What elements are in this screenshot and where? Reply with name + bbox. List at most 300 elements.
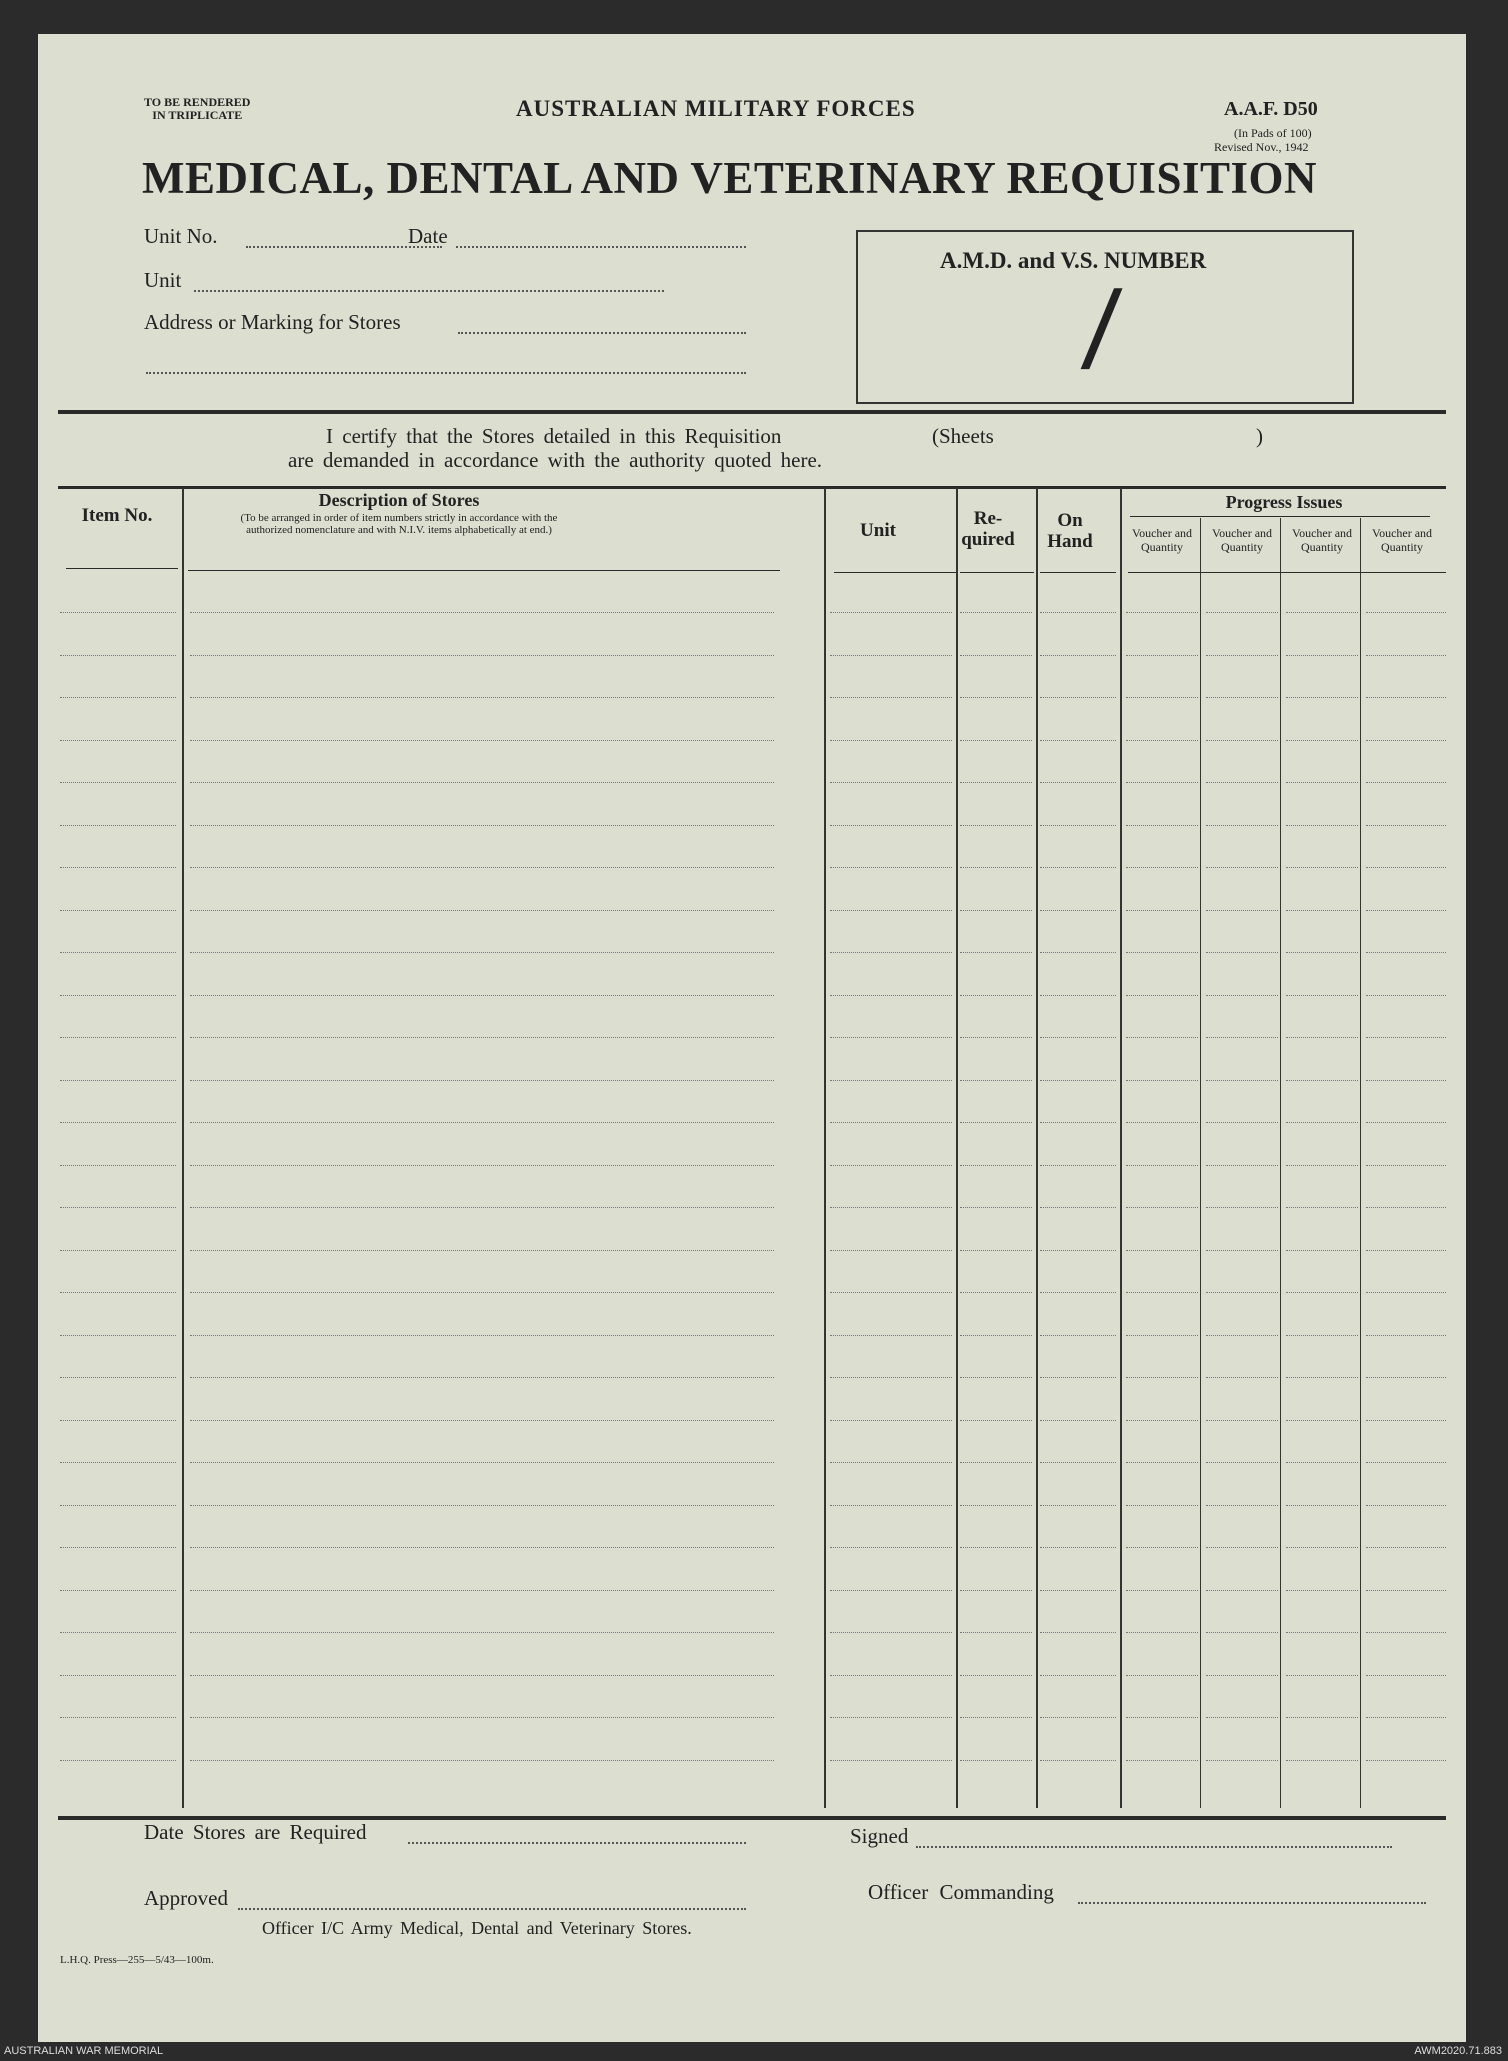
table-row-line[interactable] [1040, 655, 1116, 656]
description-note-line2: authorized nomenclature and with N.I.V. items alphabetically at end.) [246, 524, 552, 536]
header-voucher-4: Voucher and Quantity [1371, 526, 1433, 554]
table-row-line[interactable] [1366, 1760, 1446, 1761]
table-row-line[interactable] [190, 612, 774, 613]
table-row-line[interactable] [1286, 1420, 1358, 1421]
table-row-line[interactable] [1126, 1377, 1198, 1378]
table-row-line[interactable] [60, 1080, 176, 1081]
table-row-line[interactable] [60, 1760, 176, 1761]
table-row-line[interactable] [1206, 1377, 1278, 1378]
table-row-line[interactable] [1040, 1717, 1116, 1718]
table-row-line[interactable] [1206, 1590, 1278, 1591]
table-row-line[interactable] [1206, 825, 1278, 826]
onhand-header-underline [1040, 572, 1116, 573]
table-row-line[interactable] [1206, 867, 1278, 868]
table-row-line[interactable] [960, 952, 1032, 953]
officer-commanding-label: Officer Commanding [868, 1880, 1054, 1904]
table-row-line[interactable] [830, 1632, 952, 1633]
form-code: A.A.F. D50 [1224, 98, 1318, 120]
table-row-line[interactable] [1366, 995, 1446, 996]
table-row-line[interactable] [190, 1165, 774, 1166]
table-row-line[interactable] [1206, 1675, 1278, 1676]
table-row-line[interactable] [1206, 1760, 1278, 1761]
table-row-line[interactable] [190, 1760, 774, 1761]
table-row-line[interactable] [1366, 1717, 1446, 1718]
table-row-line[interactable] [960, 1207, 1032, 1208]
table-row-line[interactable] [1366, 782, 1446, 783]
table-row-line[interactable] [1366, 1590, 1446, 1591]
table-row-line[interactable] [60, 1250, 176, 1251]
table-row-line[interactable] [1366, 1037, 1446, 1038]
table-row-line[interactable] [1040, 1675, 1116, 1676]
table-row-line[interactable] [1286, 995, 1358, 996]
table-row-line[interactable] [190, 1037, 774, 1038]
table-row-line[interactable] [1366, 910, 1446, 911]
address-field-line2[interactable] [146, 372, 746, 374]
description-note-line1: (To be arranged in order of item numbers strictly in accordance with the [240, 512, 558, 524]
table-row-line[interactable] [830, 740, 952, 741]
table-row-line[interactable] [60, 1165, 176, 1166]
table-row-line[interactable] [1206, 1250, 1278, 1251]
table-row-line[interactable] [60, 1590, 176, 1591]
table-row-line[interactable] [1366, 1122, 1446, 1123]
table-row-line[interactable] [1286, 1462, 1358, 1463]
table-row-line[interactable] [1286, 952, 1358, 953]
table-row-line[interactable] [830, 1122, 952, 1123]
required-header-underline [960, 572, 1034, 573]
table-row-line[interactable] [190, 697, 774, 698]
date-required-field[interactable] [408, 1842, 746, 1844]
table-row-line[interactable] [1286, 867, 1358, 868]
table-row-line[interactable] [1040, 1207, 1116, 1208]
table-row-line[interactable] [60, 1377, 176, 1378]
table-row-line[interactable] [1366, 655, 1446, 656]
table-row-line[interactable] [1040, 1547, 1116, 1548]
table-row-line[interactable] [1126, 782, 1198, 783]
table-row-line[interactable] [1126, 1505, 1198, 1506]
table-row-line[interactable] [960, 1080, 1032, 1081]
table-row-line[interactable] [190, 782, 774, 783]
table-row-line[interactable] [60, 867, 176, 868]
table-row-line[interactable] [1040, 1037, 1116, 1038]
table-row-line[interactable] [60, 1505, 176, 1506]
table-row-line[interactable] [1126, 1080, 1198, 1081]
address-label: Address or Marking for Stores [144, 310, 401, 334]
table-row-line[interactable] [830, 1165, 952, 1166]
table-row-line[interactable] [960, 1760, 1032, 1761]
table-row-line[interactable] [1126, 825, 1198, 826]
table-row-line[interactable] [1206, 995, 1278, 996]
table-row-line[interactable] [1366, 825, 1446, 826]
table-row-line[interactable] [1040, 825, 1116, 826]
table-row-line[interactable] [190, 995, 774, 996]
table-row-line[interactable] [830, 910, 952, 911]
table-row-line[interactable] [1286, 1335, 1358, 1336]
table-row-line[interactable] [1126, 1165, 1198, 1166]
table-row-line[interactable] [1366, 1505, 1446, 1506]
table-row-line[interactable] [1366, 952, 1446, 953]
table-row-line[interactable] [1206, 1717, 1278, 1718]
table-row-line[interactable] [1126, 1717, 1198, 1718]
table-row-line[interactable] [1206, 1462, 1278, 1463]
table-row-line[interactable] [960, 1590, 1032, 1591]
table-row-line[interactable] [60, 1037, 176, 1038]
header-voucher-3: Voucher and Quantity [1291, 526, 1353, 554]
table-row-line[interactable] [830, 867, 952, 868]
table-row-line[interactable] [190, 1377, 774, 1378]
table-row-line[interactable] [830, 782, 952, 783]
table-row-line[interactable] [1040, 1335, 1116, 1336]
table-row-line[interactable] [1366, 740, 1446, 741]
table-row-line[interactable] [60, 1675, 176, 1676]
table-row-line[interactable] [1126, 655, 1198, 656]
table-row-line[interactable] [1206, 1292, 1278, 1293]
unit-field[interactable] [194, 290, 664, 292]
table-row-line[interactable] [960, 1632, 1032, 1633]
table-row-line[interactable] [830, 1207, 952, 1208]
table-row-line[interactable] [190, 1462, 774, 1463]
table-row-line[interactable] [190, 1335, 774, 1336]
table-row-line[interactable] [1126, 1760, 1198, 1761]
table-row-line[interactable] [190, 1292, 774, 1293]
table-row-line[interactable] [60, 697, 176, 698]
table-row-line[interactable] [1040, 1462, 1116, 1463]
table-row-line[interactable] [1286, 1675, 1358, 1676]
table-row-line[interactable] [1286, 1165, 1358, 1166]
table-row-line[interactable] [1286, 1632, 1358, 1633]
table-row-line[interactable] [1126, 1420, 1198, 1421]
table-row-line[interactable] [960, 867, 1032, 868]
certify-line2: are demanded in accordance with the authority quoted here. [288, 448, 823, 472]
table-row-line[interactable] [60, 1547, 176, 1548]
table-row-line[interactable] [1286, 1590, 1358, 1591]
table-row-line[interactable] [1126, 952, 1198, 953]
table-row-line[interactable] [190, 655, 774, 656]
table-row-line[interactable] [960, 825, 1032, 826]
table-row-line[interactable] [1040, 740, 1116, 741]
progress-subrule [1130, 516, 1430, 517]
date-required-label: Date Stores are Required [144, 1820, 367, 1844]
table-row-line[interactable] [1126, 1590, 1198, 1591]
approved-label: Approved [144, 1886, 228, 1910]
table-row-line[interactable] [960, 1675, 1032, 1676]
table-row-line[interactable] [830, 1292, 952, 1293]
table-row-line[interactable] [60, 782, 176, 783]
table-row-line[interactable] [190, 1420, 774, 1421]
table-row-line[interactable] [60, 995, 176, 996]
approved-field[interactable] [238, 1908, 746, 1910]
header-progress-issues: Progress Issues [1225, 492, 1343, 512]
table-row-line[interactable] [60, 1207, 176, 1208]
table-row-line[interactable] [1366, 1420, 1446, 1421]
header-voucher-1: Voucher and Quantity [1131, 526, 1193, 554]
table-row-line[interactable] [1366, 1165, 1446, 1166]
table-row-line[interactable] [960, 910, 1032, 911]
address-field[interactable] [458, 332, 746, 334]
table-row-line[interactable] [1040, 1632, 1116, 1633]
table-row-line[interactable] [1366, 1462, 1446, 1463]
table-row-line[interactable] [1366, 1080, 1446, 1081]
table-row-line[interactable] [1126, 1547, 1198, 1548]
table-row-line[interactable] [1040, 995, 1116, 996]
header-unit: Unit [860, 520, 896, 541]
table-row-line[interactable] [1126, 1462, 1198, 1463]
table-row-line[interactable] [1040, 1292, 1116, 1293]
table-row-line[interactable] [1366, 1632, 1446, 1633]
table-row-line[interactable] [1126, 1037, 1198, 1038]
table-row-line[interactable] [830, 1462, 952, 1463]
table-row-line[interactable] [60, 952, 176, 953]
table-row-line[interactable] [960, 1462, 1032, 1463]
table-row-line[interactable] [60, 612, 176, 613]
table-row-line[interactable] [190, 1080, 774, 1081]
table-row-line[interactable] [1126, 1122, 1198, 1123]
table-row-line[interactable] [1206, 1505, 1278, 1506]
table-row-line[interactable] [960, 1505, 1032, 1506]
table-row-line[interactable] [830, 1037, 952, 1038]
table-row-line[interactable] [1286, 612, 1358, 613]
table-row-line[interactable] [960, 995, 1032, 996]
table-row-line[interactable] [1366, 867, 1446, 868]
table-row-line[interactable] [830, 1547, 952, 1548]
table-row-line[interactable] [190, 1250, 774, 1251]
table-row-line[interactable] [60, 825, 176, 826]
table-row-line[interactable] [1126, 1207, 1198, 1208]
table-row-line[interactable] [1126, 1292, 1198, 1293]
table-row-line[interactable] [190, 1717, 774, 1718]
sheets-close: ) [1256, 424, 1263, 448]
table-row-line[interactable] [1206, 1037, 1278, 1038]
table-row-line[interactable] [1286, 825, 1358, 826]
table-row-line[interactable] [1040, 612, 1116, 613]
col-divider-3 [956, 488, 958, 1808]
table-row-line[interactable] [1366, 1377, 1446, 1378]
table-row-line[interactable] [1286, 782, 1358, 783]
table-row-line[interactable] [960, 1717, 1032, 1718]
table-row-line[interactable] [1366, 612, 1446, 613]
table-row-line[interactable] [830, 1760, 952, 1761]
table-row-line[interactable] [190, 1505, 774, 1506]
table-row-line[interactable] [1126, 740, 1198, 741]
table-row-line[interactable] [830, 1335, 952, 1336]
table-row-line[interactable] [60, 1420, 176, 1421]
officer-commanding-field[interactable] [1078, 1902, 1426, 1904]
table-row-line[interactable] [1206, 1547, 1278, 1548]
table-row-line[interactable] [1206, 1207, 1278, 1208]
table-row-line[interactable] [60, 655, 176, 656]
table-row-line[interactable] [1286, 1717, 1358, 1718]
table-row-line[interactable] [1126, 1632, 1198, 1633]
table-row-line[interactable] [1286, 1122, 1358, 1123]
header-description: Description of Stores [318, 490, 480, 510]
table-row-line[interactable] [1126, 1250, 1198, 1251]
col-divider-1 [182, 488, 184, 1808]
table-row-line[interactable] [1206, 1420, 1278, 1421]
table-row-line[interactable] [960, 1250, 1032, 1251]
table-row-line[interactable] [830, 1505, 952, 1506]
table-row-line[interactable] [190, 952, 774, 953]
table-row-line[interactable] [1366, 1207, 1446, 1208]
table-row-line[interactable] [1126, 1335, 1198, 1336]
table-row-line[interactable] [960, 782, 1032, 783]
table-row-line[interactable] [960, 1037, 1032, 1038]
table-row-line[interactable] [1286, 1292, 1358, 1293]
table-row-line[interactable] [190, 1122, 774, 1123]
table-row-line[interactable] [1126, 697, 1198, 698]
table-row-line[interactable] [1126, 1675, 1198, 1676]
table-row-line[interactable] [1040, 952, 1116, 953]
table-row-line[interactable] [1040, 1250, 1116, 1251]
table-row-line[interactable] [1286, 1080, 1358, 1081]
table-row-line[interactable] [1126, 867, 1198, 868]
desc-header-underline [188, 570, 780, 571]
table-row-line[interactable] [830, 1080, 952, 1081]
table-row-line[interactable] [1286, 1377, 1358, 1378]
table-row-line[interactable] [830, 1377, 952, 1378]
table-row-line[interactable] [1040, 910, 1116, 911]
table-row-line[interactable] [1286, 655, 1358, 656]
table-row-line[interactable] [190, 1207, 774, 1208]
table-row-line[interactable] [1206, 740, 1278, 741]
table-row-line[interactable] [830, 1675, 952, 1676]
table-row-line[interactable] [1286, 910, 1358, 911]
form-title: MEDICAL, DENTAL AND VETERINARY REQUISITION [142, 153, 1318, 203]
table-row-line[interactable] [1286, 1037, 1358, 1038]
table-row-line[interactable] [830, 1250, 952, 1251]
table-row-line[interactable] [960, 1292, 1032, 1293]
amd-label: A.M.D. and V.S. NUMBER [940, 248, 1207, 273]
table-row-line[interactable] [1206, 782, 1278, 783]
table-row-line[interactable] [190, 1590, 774, 1591]
table-row-line[interactable] [1206, 612, 1278, 613]
table-row-line[interactable] [190, 910, 774, 911]
table-row-line[interactable] [960, 1335, 1032, 1336]
table-row-line[interactable] [60, 1462, 176, 1463]
table-row-line[interactable] [1286, 1207, 1358, 1208]
table-row-line[interactable] [190, 740, 774, 741]
table-row-line[interactable] [60, 1122, 176, 1123]
table-row-line[interactable] [1366, 1547, 1446, 1548]
header-on-hand: On Hand [1047, 510, 1093, 552]
table-row-line[interactable] [830, 952, 952, 953]
table-row-line[interactable] [60, 1632, 176, 1633]
table-row-line[interactable] [830, 995, 952, 996]
table-row-line[interactable] [1126, 995, 1198, 996]
table-row-line[interactable] [1206, 1122, 1278, 1123]
table-row-line[interactable] [1206, 1165, 1278, 1166]
table-row-line[interactable] [1040, 1165, 1116, 1166]
table-row-line[interactable] [830, 697, 952, 698]
table-row-line[interactable] [960, 1420, 1032, 1421]
table-row-line[interactable] [1366, 1675, 1446, 1676]
unit-no-label: Unit No. [144, 224, 218, 248]
header-item-no: Item No. [81, 505, 153, 526]
render-note-line2: IN TRIPLICATE [152, 108, 243, 122]
table-row-line[interactable] [960, 1377, 1032, 1378]
table-row-line[interactable] [960, 655, 1032, 656]
table-row-line[interactable] [960, 1165, 1032, 1166]
unit-header-underline [834, 572, 956, 573]
progress-header-underline [1128, 572, 1446, 573]
table-row-line[interactable] [60, 1717, 176, 1718]
table-row-line[interactable] [190, 1675, 774, 1676]
table-row-line[interactable] [830, 1420, 952, 1421]
table-row-line[interactable] [60, 740, 176, 741]
table-row-line[interactable] [830, 1717, 952, 1718]
table-row-line[interactable] [960, 1122, 1032, 1123]
table-row-line[interactable] [1040, 1760, 1116, 1761]
table-row-line[interactable] [1366, 697, 1446, 698]
table-row-line[interactable] [1040, 867, 1116, 868]
table-row-line[interactable] [830, 1590, 952, 1591]
table-row-line[interactable] [960, 612, 1032, 613]
col-divider-2 [824, 488, 826, 1808]
col-divider-5 [1120, 488, 1122, 1808]
table-row-line[interactable] [1286, 1547, 1358, 1548]
table-row-line[interactable] [1206, 1632, 1278, 1633]
table-row-line[interactable] [1206, 1335, 1278, 1336]
table-row-line[interactable] [1286, 740, 1358, 741]
table-row-line[interactable] [1206, 697, 1278, 698]
table-row-line[interactable] [1126, 910, 1198, 911]
table-row-line[interactable] [1126, 612, 1198, 613]
table-row-line[interactable] [1206, 655, 1278, 656]
table-row-line[interactable] [830, 825, 952, 826]
table-row-line[interactable] [1206, 910, 1278, 911]
table-row-line[interactable] [190, 1547, 774, 1548]
table-row-line[interactable] [830, 655, 952, 656]
table-row-line[interactable] [1366, 1335, 1446, 1336]
table-top-rule [58, 486, 1446, 489]
table-row-line[interactable] [1286, 1760, 1358, 1761]
table-row-line[interactable] [1040, 1420, 1116, 1421]
table-row-line[interactable] [60, 1292, 176, 1293]
render-note [144, 96, 250, 122]
table-row-line[interactable] [1040, 697, 1116, 698]
table-row-line[interactable] [1366, 1292, 1446, 1293]
table-row-line[interactable] [1040, 782, 1116, 783]
table-row-line[interactable] [190, 825, 774, 826]
table-row-line[interactable] [190, 867, 774, 868]
table-row-line[interactable] [1286, 1505, 1358, 1506]
date-label: Date [408, 224, 448, 248]
date-field[interactable] [456, 246, 746, 248]
table-row-line[interactable] [1366, 1250, 1446, 1251]
table-row-line[interactable] [1286, 1250, 1358, 1251]
table-row-line[interactable] [1040, 1505, 1116, 1506]
header-required: Re- quired [961, 508, 1015, 550]
table-row-line[interactable] [60, 1335, 176, 1336]
unit-label: Unit [144, 268, 182, 292]
table-row-line[interactable] [1286, 697, 1358, 698]
signed-field[interactable] [916, 1846, 1392, 1848]
table-row-line[interactable] [1040, 1122, 1116, 1123]
table-row-line[interactable] [1040, 1590, 1116, 1591]
table-row-line[interactable] [830, 612, 952, 613]
table-row-line[interactable] [960, 1547, 1032, 1548]
table-row-line[interactable] [190, 1632, 774, 1633]
amd-number-box[interactable] [856, 230, 1354, 404]
table-row-line[interactable] [1040, 1080, 1116, 1081]
table-row-line[interactable] [960, 740, 1032, 741]
press-note: L.H.Q. Press—255—5/43—100m. [60, 1954, 214, 1966]
table-row-line[interactable] [1206, 952, 1278, 953]
table-row-line[interactable] [1040, 1377, 1116, 1378]
table-row-line[interactable] [960, 697, 1032, 698]
header-voucher-2: Voucher and Quantity [1211, 526, 1273, 554]
table-row-line[interactable] [60, 910, 176, 911]
revised-note: Revised Nov., 1942 [1214, 140, 1309, 154]
table-row-line[interactable] [1206, 1080, 1278, 1081]
